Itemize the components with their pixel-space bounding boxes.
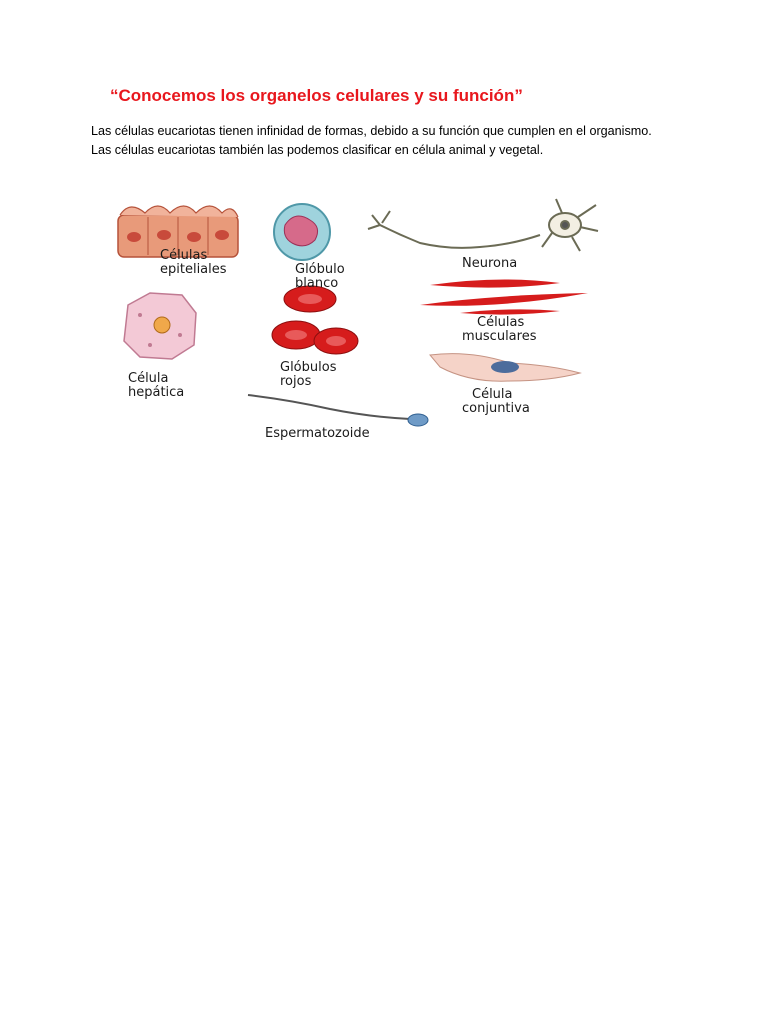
label-muscle-line-2: musculares xyxy=(462,329,537,344)
label-white-line-1: Glóbulo xyxy=(295,262,345,277)
paragraph-line-2: Las células eucariotas también las podemos clasificar en célula animal y vegetal. xyxy=(91,143,544,157)
label-liver-line-1: Célula xyxy=(128,371,169,386)
label-connective-cell xyxy=(462,388,530,416)
sperm-illustration xyxy=(248,395,428,426)
label-liver-cell xyxy=(128,372,184,400)
muscle-cells-illustration xyxy=(420,279,588,314)
label-connective-line-1: Célula xyxy=(472,387,513,402)
label-epithelial-line-2: epiteliales xyxy=(160,262,227,277)
label-liver-line-2: hepática xyxy=(128,385,185,400)
label-white-blood-cell xyxy=(295,263,345,291)
label-neuron: Neurona xyxy=(462,256,518,271)
label-muscle-cells xyxy=(462,316,536,344)
label-red-line-1: Glóbulos xyxy=(280,360,337,375)
intro-paragraph xyxy=(91,122,652,160)
white-blood-cell-illustration xyxy=(274,204,330,260)
cell-types-figure xyxy=(110,195,600,450)
label-epithelial-cells xyxy=(160,249,227,277)
label-red-blood-cells xyxy=(280,361,336,389)
red-blood-cells-illustration xyxy=(272,286,358,354)
liver-cell-illustration xyxy=(124,293,196,359)
label-sperm: Espermatozoide xyxy=(265,426,370,441)
label-red-line-2: rojos xyxy=(280,374,312,389)
neuron-illustration xyxy=(368,199,598,251)
document-title: “Conocemos los organelos celulares y su función” xyxy=(110,86,523,105)
connective-cell-illustration xyxy=(430,354,580,382)
label-connective-line-2: conjuntiva xyxy=(462,401,530,416)
paragraph-line-1: Las células eucariotas tienen infinidad de formas, debido a su función que cumplen en el organismo. xyxy=(91,124,652,138)
label-white-line-2: blanco xyxy=(295,276,339,291)
label-epithelial-line-1: Células xyxy=(160,248,208,263)
label-muscle-line-1: Células xyxy=(477,315,525,330)
